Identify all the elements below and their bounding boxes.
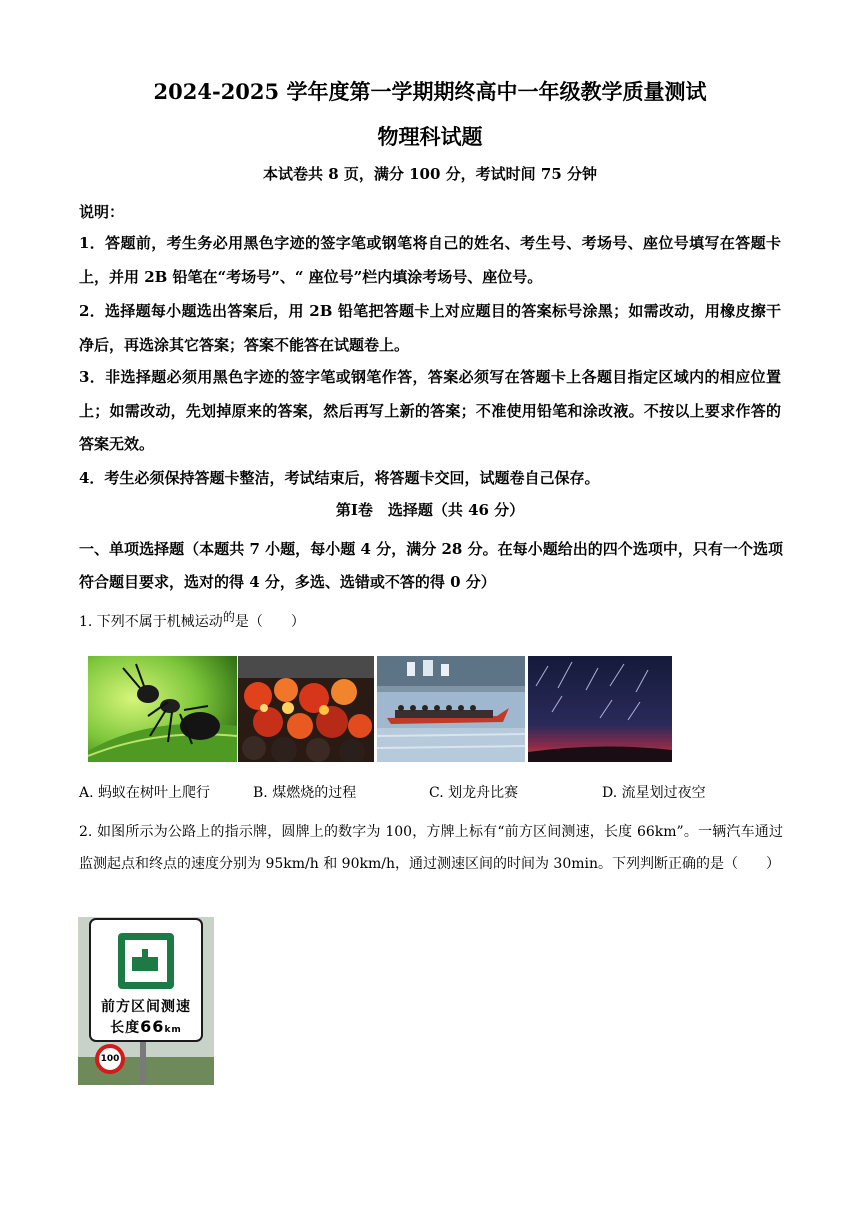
exam-title: 2024-2025 学年度第一学期期终高中一年级教学质量测试	[153, 79, 707, 104]
question-1-option-b: B. 煤燃烧的过程	[253, 785, 357, 801]
road-sign-length-label: 长度	[110, 1020, 141, 1036]
question-1-stem-text: 1. 下列不属于机械运动	[79, 614, 223, 630]
instruction-item-4: 4．考生必须保持答题卡整洁，考试结束后，将答题卡交回，试题卷自己保存。	[79, 469, 600, 487]
part-one-heading: 一、单项选择题（本题共 7 小题，每小题 4 分，满分 28 分。在每小题给出的四个选项中，只有一个选项符合题目要求，选对的得 4 分，多选、选错或不答的得 0 分）	[79, 540, 783, 591]
dragon-boat-illustration	[377, 656, 525, 762]
question-1-option-a: A. 蚂蚁在树叶上爬行	[79, 785, 211, 801]
question-1-option-c: C. 划龙舟比赛	[429, 785, 519, 801]
section-title: 第Ⅰ卷 选择题（共 46 分）	[335, 501, 525, 519]
road-sign-line-1: 前方区间测速	[101, 999, 191, 1015]
instructions-heading: 说明：	[79, 203, 125, 221]
question-1-stem-sup: 的	[222, 610, 235, 624]
ant-on-leaf-image	[88, 656, 237, 762]
road-sign-image	[78, 917, 214, 1085]
instruction-item-1: 1．答题前，考生务必用黑色字迹的签字笔或钢笔将自己的姓名、考生号、考场号、座位号填写在答题卡上，并用 2B 铅笔在“考场号”、“ 座位号”栏内填涂考场号、座位号。	[79, 234, 781, 286]
meteor-image	[528, 656, 672, 762]
dragon-boat-image	[377, 656, 525, 762]
burning-coal-image	[238, 656, 374, 762]
meteor-illustration	[528, 656, 672, 762]
instruction-item-2: 2．选择题每小题选出答案后，用 2B 铅笔把答题卡上对应题目的答案标号涂黑；如需改动，用橡皮擦干净后，再选涂其它答案；答案不能答在试题卷上。	[79, 302, 781, 354]
exam-info: 本试卷共 8 页，满分 100 分，考试时间 75 分钟	[263, 165, 597, 183]
question-1-stem-end: 是（ ）	[234, 614, 305, 630]
road-sign-length-value: 66	[140, 1017, 165, 1036]
road-sign-line-2	[90, 1017, 202, 1040]
coal-illustration	[238, 656, 374, 762]
speed-limit-value: 100	[100, 1054, 120, 1064]
instruction-item-3: 3．非选择题必须用黑色字迹的签字笔或钢笔作答，答案必须写在答题卡上各题目指定区域内的相应位置上；如需改动，先划掉原来的答案，然后再写上新的答案；不准使用铅笔和涂改液。不按以上要求作答的答案无效。	[79, 368, 781, 453]
road-sign-text	[90, 997, 202, 1040]
question-1-option-d: D. 流星划过夜空	[602, 785, 706, 801]
question-2-stem: 2. 如图所示为公路上的指示牌，圆牌上的数字为 100，方牌上标有“前方区间测速，长度 66km”。一辆汽车通过监测起点和终点的速度分别为 95km/h 和 90km/h，通过测速区间的时间为 30min。下列判断正确的是（ ）	[79, 824, 783, 872]
ant-illustration	[88, 656, 237, 762]
question-1-stem	[79, 608, 305, 631]
road-sign-length-unit: km	[164, 1025, 182, 1035]
exam-subject: 物理科试题	[377, 124, 483, 149]
